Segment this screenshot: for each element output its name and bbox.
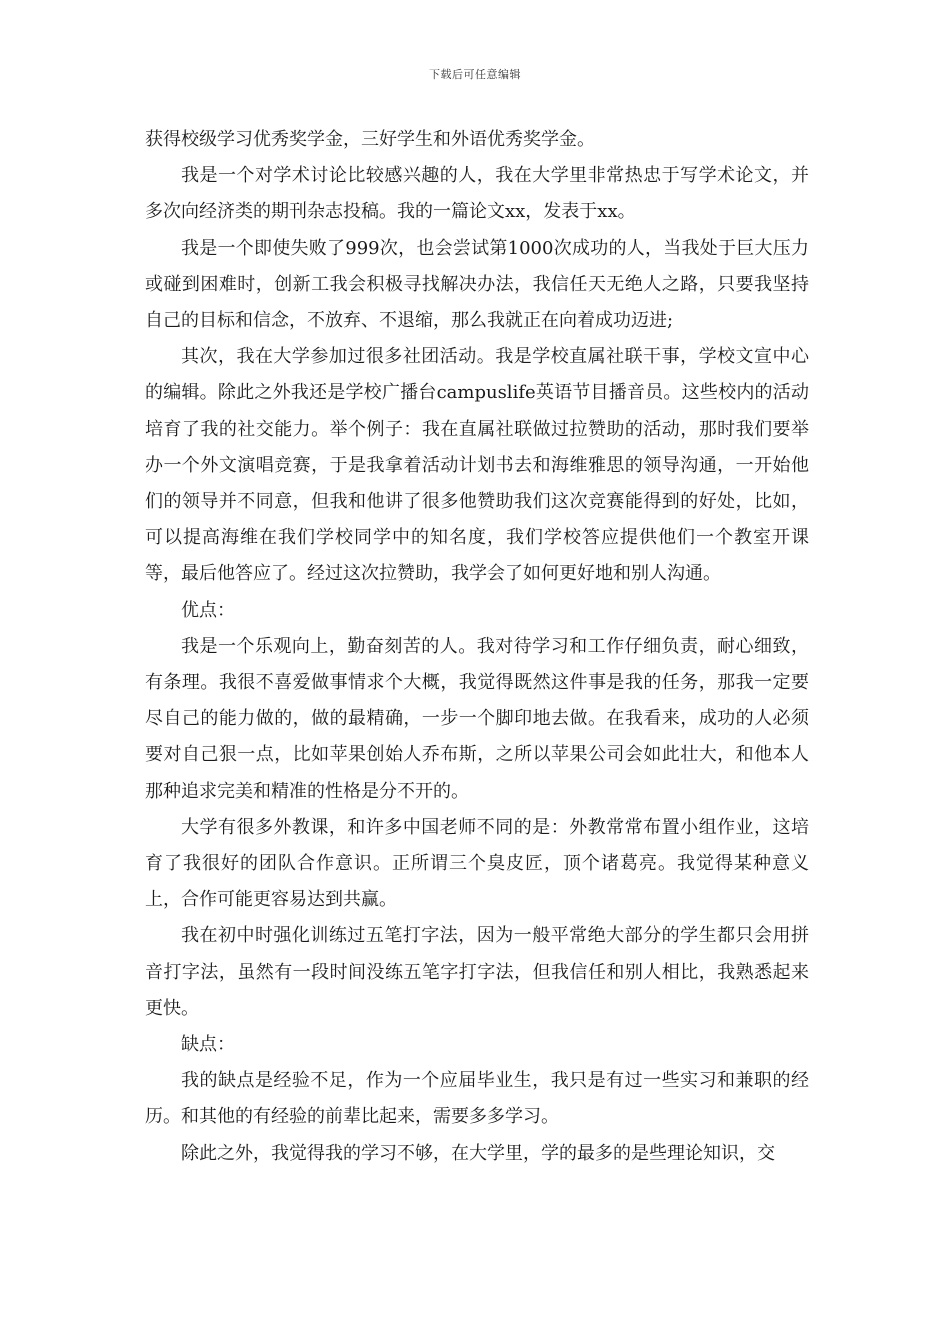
paragraph: 除此之外，我觉得我的学习不够，在大学里，学的最多的是些理论知识，交 [181, 1142, 775, 1164]
paragraph: 我的缺点是经验不足，作为一个应届毕业生，我只是有过一些实习和兼职的经历。和其他的有经验的前辈比起来，需要多多学习。 [145, 1070, 809, 1128]
paragraph: 我是一个乐观向上，勤奋刻苦的人。我对待学习和工作仔细负责，耐心细致，有条理。我很不喜爱做事情求个大概，我觉得既然这件事是我的任务，那我一定要尽自己的能力做的，做的最精确，一步一个脚印地去做。在我看来，成功的人必须要对自己狠一点，比如苹果创始人乔布斯，之所以苹果公司会如此壮大，和他本人那种追求完美和精准的性格是分不开的。 [145, 635, 809, 802]
paragraph: 我是一个即使失败了999次，也会尝试第1000次成功的人，当我处于巨大压力或碰到困难时，创新工我会积极寻找解决办法，我信任天无绝人之路，只要我坚持自己的目标和信念，不放弃、不退缩，那么我就正在向着成功迈进; [145, 237, 809, 332]
section-heading-weaknesses: 缺点： [181, 1034, 235, 1056]
paragraph: 获得校级学习优秀奖学金，三好学生和外语优秀奖学金。 [145, 129, 595, 150]
paragraph: 其次，我在大学参加过很多社团活动。我是学校直属社联干事，学校文宣中心的编辑。除此之外我还是学校广播台campuslife英语节目播音员。这些校内的活动培育了我的社交能力。举个例子：我在直属社联做过拉赞助的活动，那时我们要举办一个外文演唱竞赛，于是我拿着活动计划书去和海维雅思的领导沟通，一开始他们的领导并不同意，但我和他讲了很多他赞助我们这次竞赛能得到的好处，比如，可以提高海维在我们学校同学中的知名度，我们学校答应提供他们一个教室开课等，最后他答应了。经过这次拉赞助，我学会了如何更好地和别人沟通。 [145, 346, 809, 585]
paragraph: 我是一个对学术讨论比较感兴趣的人，我在大学里非常热忠于写学术论文，并多次向经济类的期刊杂志投稿。我的一篇论文xx，发表于xx。 [145, 165, 809, 223]
paragraph: 我在初中时强化训练过五笔打字法，因为一般平常绝大部分的学生都只会用拼音打字法，虽然有一段时间没练五笔字打字法，但我信任和别人相比，我熟悉起来更快。 [145, 925, 809, 1019]
paragraph: 大学有很多外教课，和许多中国老师不同的是：外教常常布置小组作业，这培育了我很好的团队合作意识。正所谓三个臭皮匠，顶个诸葛亮。我觉得某种意义上，合作可能更容易达到共赢。 [145, 816, 809, 911]
page-header: 下载后可任意编辑 [429, 68, 521, 81]
document-body [145, 122, 809, 1172]
section-heading-strengths: 优点： [181, 599, 235, 621]
